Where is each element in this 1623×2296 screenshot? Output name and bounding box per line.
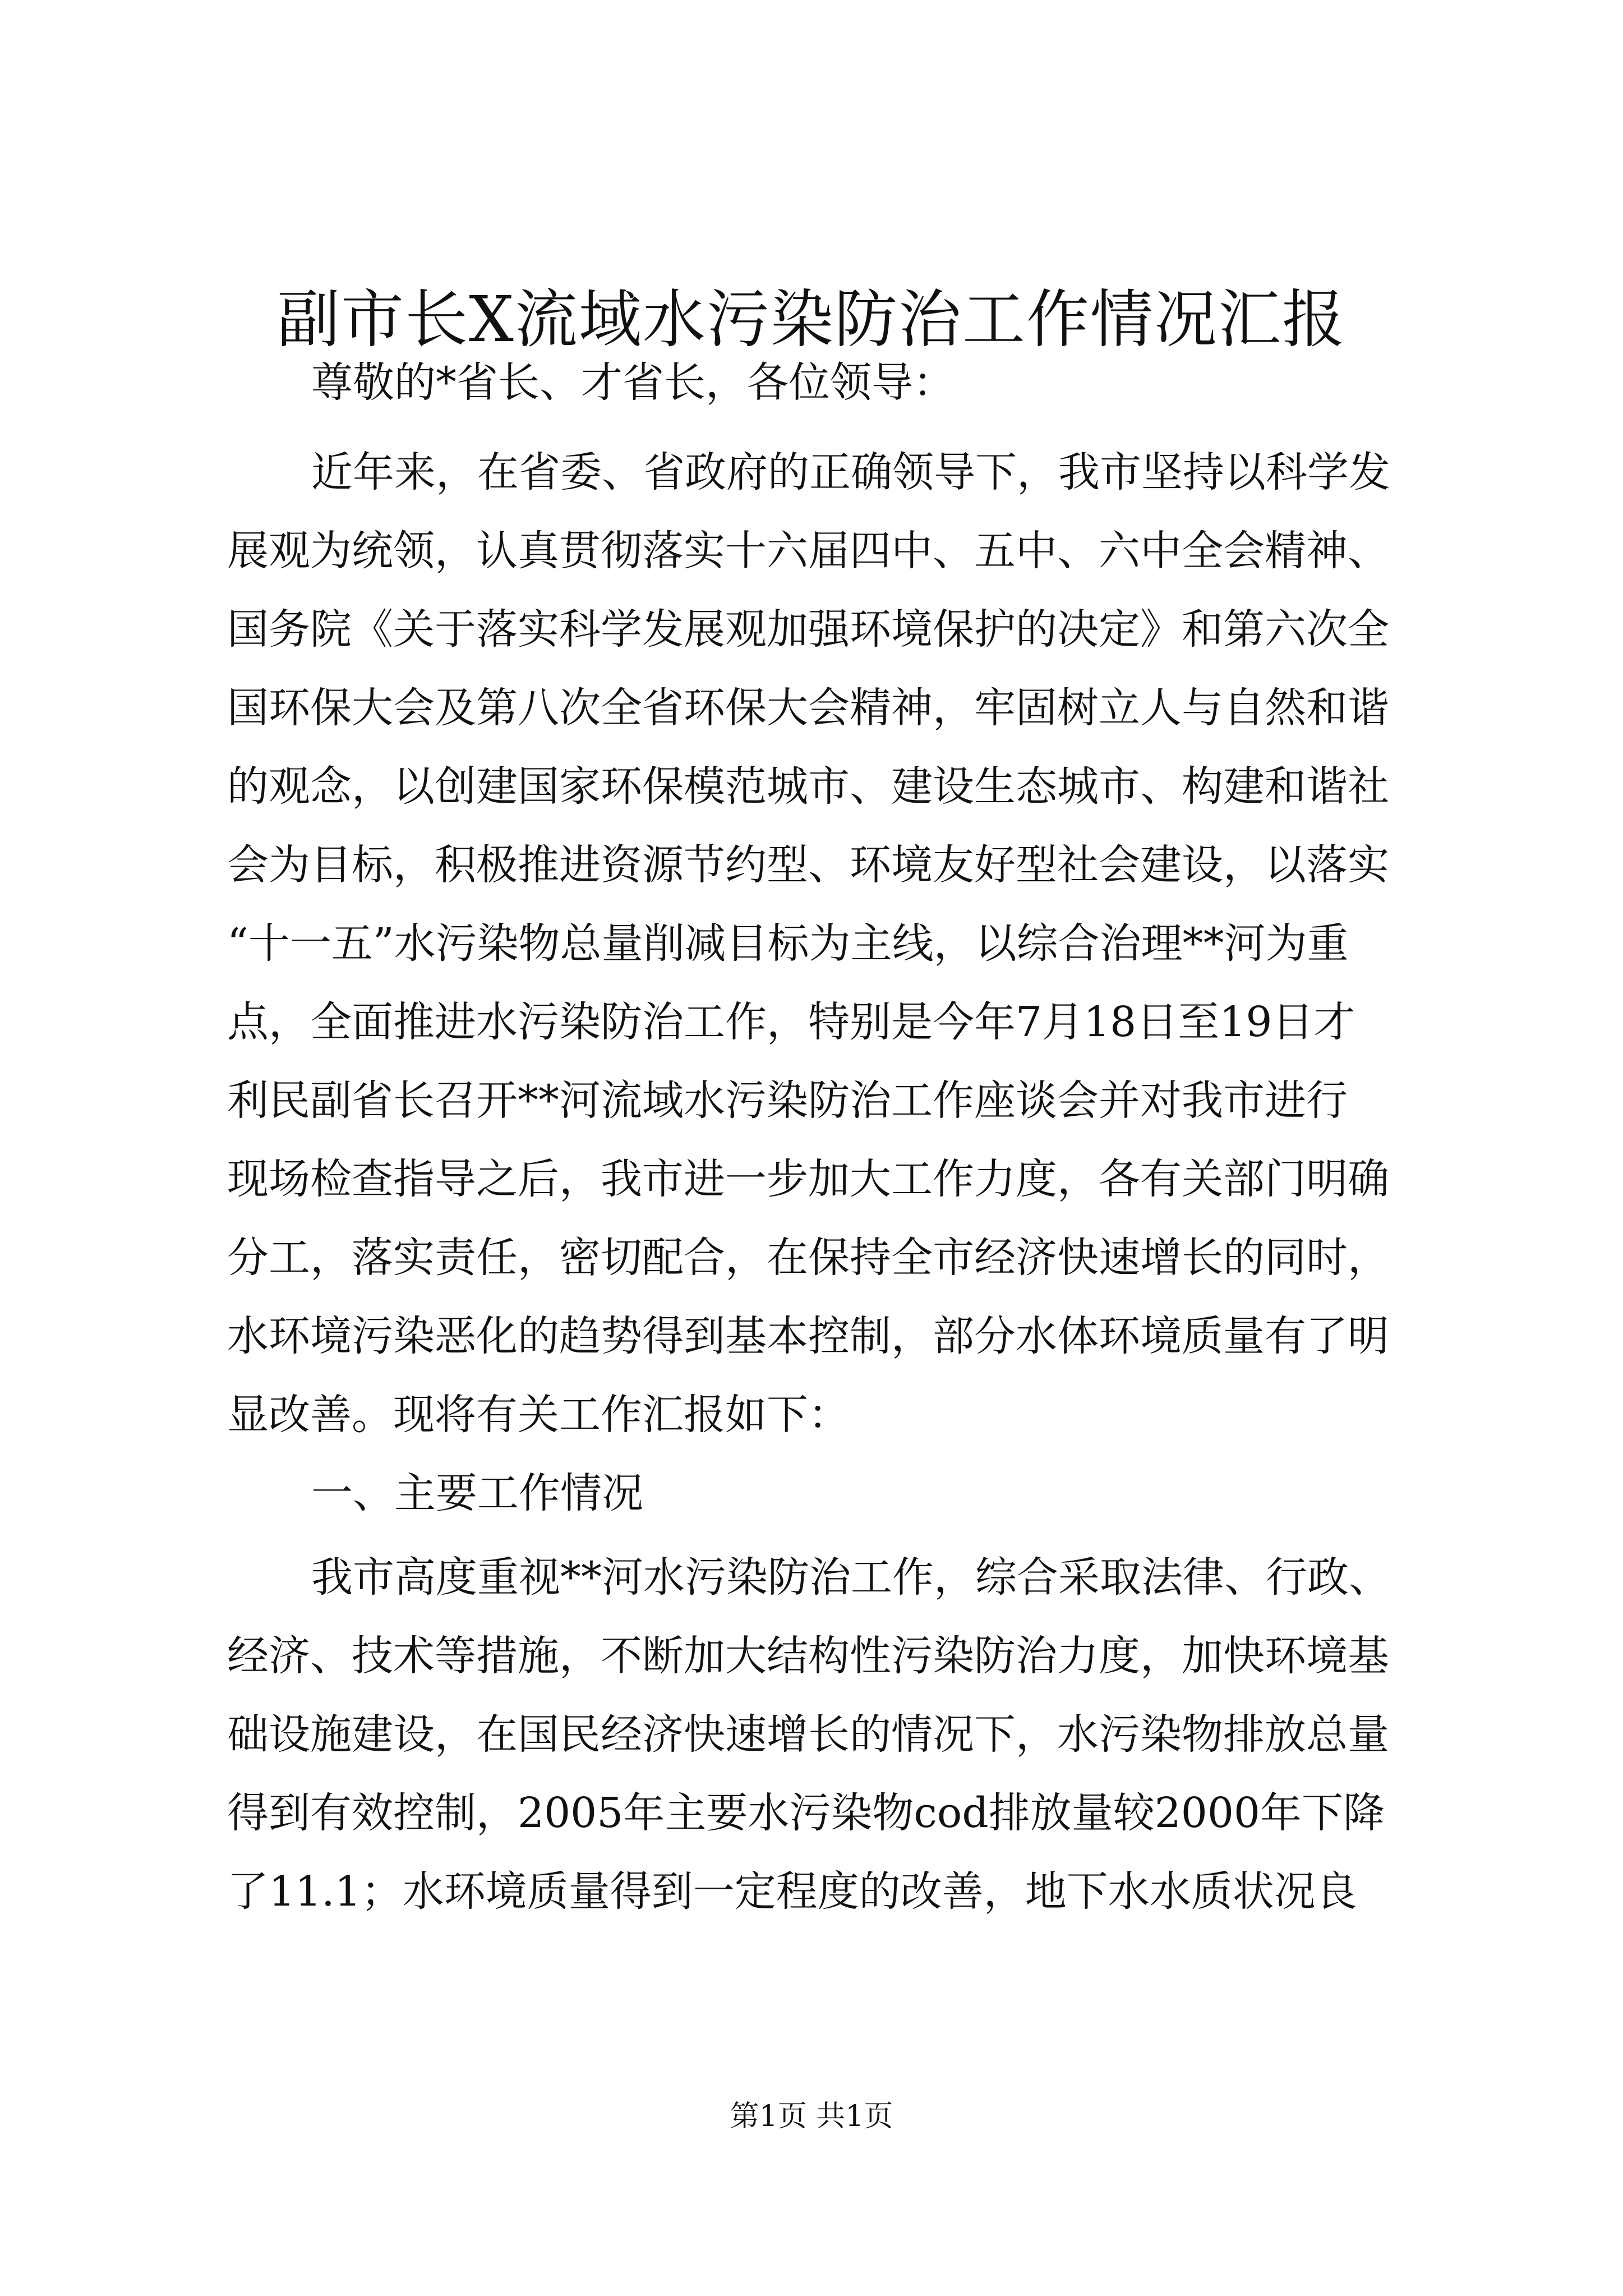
section-heading: 一、主要工作情况: [311, 1469, 643, 1517]
document-title: 副市长X流域水污染防治工作情况汇报: [277, 283, 1346, 356]
paragraph-line: 的观念，以创建国家环保模范城市、建设生态城市、构建和谐社: [227, 762, 1389, 811]
paragraph-line: 了11.1；水环境质量得到一定程度的改善，地下水水质状况良: [227, 1867, 1357, 1916]
paragraph-line: 显改善。现将有关工作汇报如下：: [227, 1391, 850, 1439]
paragraph-line: 利民副省长召开**河流域水污染防治工作座谈会并对我市进行: [227, 1076, 1348, 1125]
page-footer: 第1页 共1页: [730, 2100, 893, 2133]
paragraph-line: 我市高度重视**河水污染防治工作，综合采取法律、行政、: [311, 1553, 1390, 1602]
paragraph-line: 国环保大会及第八次全省环保大会精神，牢固树立人与自然和谐: [227, 684, 1389, 732]
paragraph-line: 会为目标，积极推进资源节约型、环境友好型社会建设，以落实: [227, 841, 1389, 889]
paragraph-line: 经济、技术等措施，不断加大结构性污染防治力度，加快环境基: [227, 1632, 1389, 1680]
paragraph-line: “十一五”水污染物总量削减目标为主线，以综合治理**河为重: [227, 919, 1349, 968]
paragraph-line: 础设施建设，在国民经济快速增长的情况下，水污染物排放总量: [227, 1710, 1389, 1759]
paragraph-line: 国务院《关于落实科学发展观加强环境保护的决定》和第六次全: [227, 605, 1389, 654]
paragraph-line: 近年来，在省委、省政府的正确领导下，我市坚持以科学发: [311, 448, 1390, 496]
paragraph-line: 点，全面推进水污染防治工作，特别是今年7月18日至19日才: [227, 998, 1355, 1046]
paragraph-line: 水环境污染恶化的趋势得到基本控制，部分水体环境质量有了明: [227, 1312, 1389, 1360]
paragraph-line: 分工，落实责任，密切配合，在保持全市经济快速增长的同时，: [227, 1234, 1389, 1282]
paragraph-line: 现场检查指导之后，我市进一步加大工作力度，各有关部门明确: [227, 1155, 1389, 1203]
paragraph-line: 展观为统领，认真贯彻落实十六届四中、五中、六中全会精神、: [227, 527, 1389, 575]
paragraph-line: 得到有效控制，2005年主要水污染物cod排放量较2000年下降: [227, 1789, 1385, 1837]
salutation-line: 尊敬的*省长、才省长，各位领导：: [311, 358, 955, 407]
